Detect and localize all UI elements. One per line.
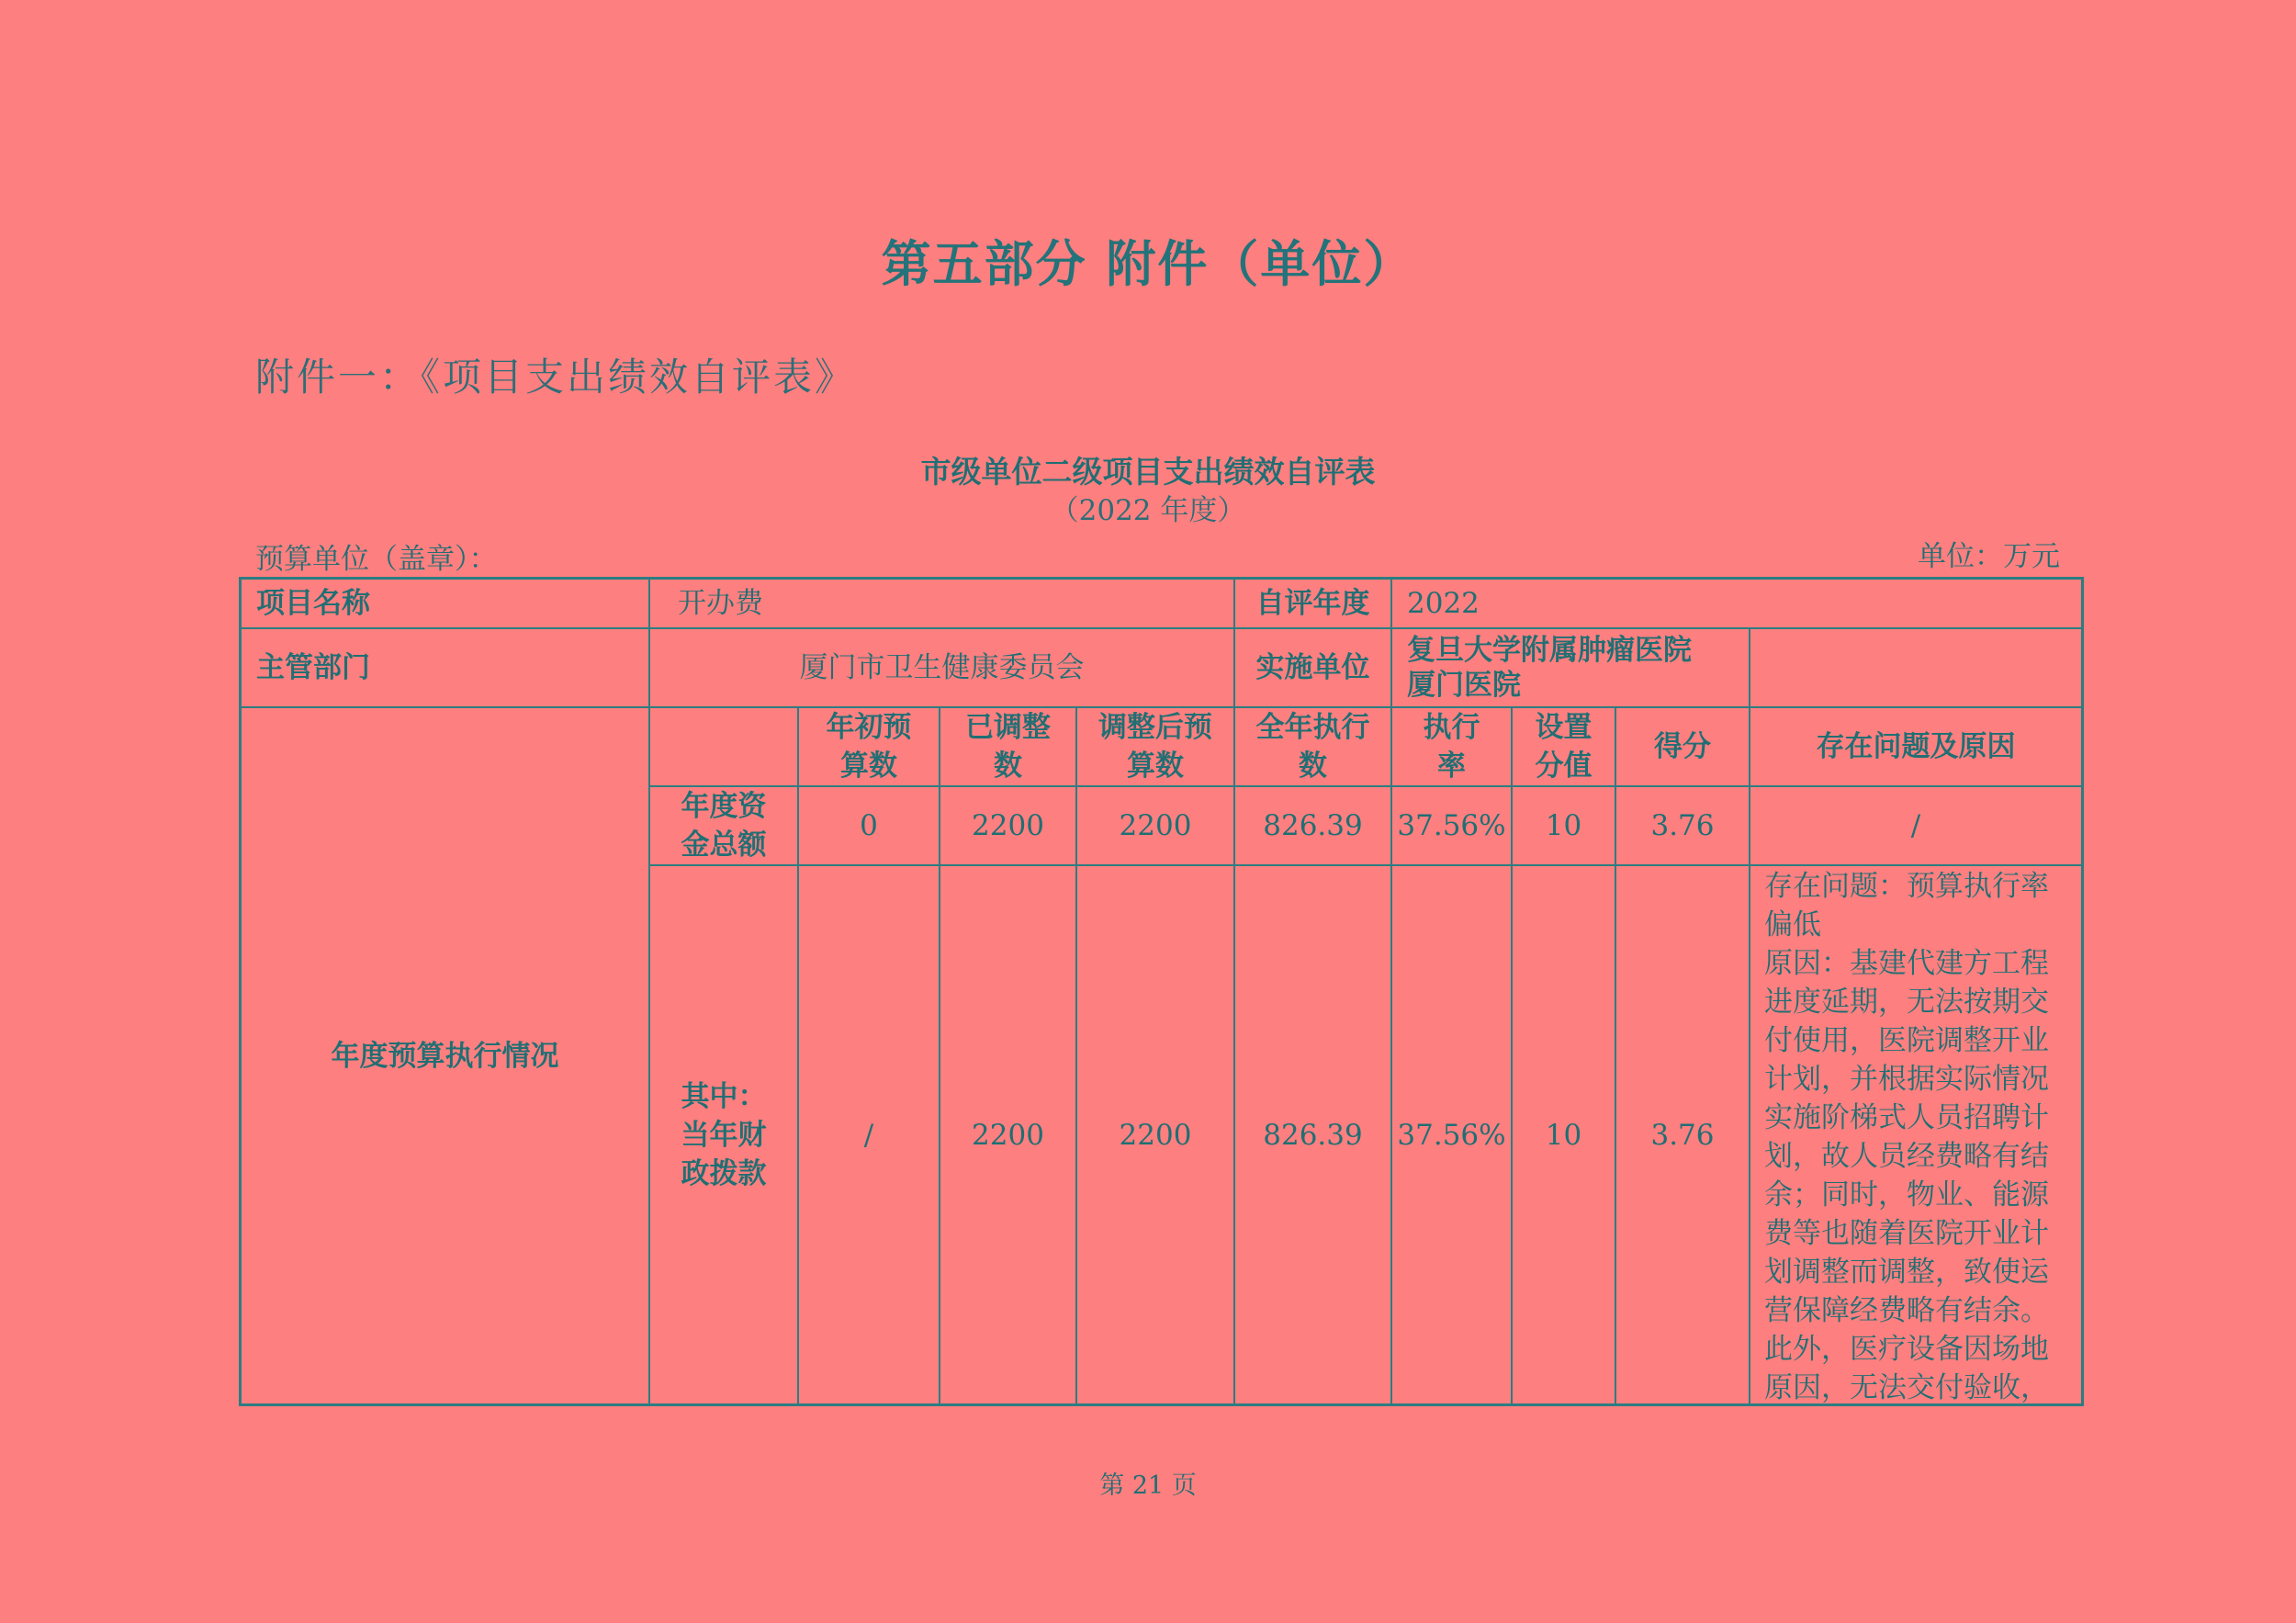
row-after: 2200: [1119, 1118, 1192, 1152]
table-title: 市级单位二级项目支出绩效自评表: [920, 454, 1376, 490]
row-adjusted: 2200: [972, 1118, 1044, 1152]
money-unit-label: 单位：万元: [1918, 540, 2060, 573]
section-label: 年度预算执行情况: [331, 1039, 559, 1073]
row-rate: 37.56%: [1397, 1118, 1506, 1152]
performance-table: [239, 577, 2084, 1406]
page-number: 第 21 页: [1099, 1471, 1197, 1500]
part-title: 第五部分 附件（单位）: [881, 235, 1415, 293]
header-executed: 全年执行 数: [1255, 711, 1370, 783]
table-year: （2022 年度）: [1050, 494, 1246, 527]
header-issues: 存在问题及原因: [1816, 730, 2016, 763]
impl-label: 实施单位: [1255, 651, 1370, 684]
row-label: 其中： 当年财 政拨款: [681, 1079, 767, 1190]
row-executed: 826.39: [1263, 809, 1363, 842]
row-adjusted: 2200: [972, 809, 1044, 842]
row-rate: 37.56%: [1397, 809, 1506, 842]
row-after: 2200: [1119, 809, 1192, 842]
eval-year-value: 2022: [1407, 587, 1480, 620]
header-score: 得分: [1654, 730, 1711, 763]
row-weight: 10: [1545, 1118, 1582, 1152]
row-initial: /: [863, 1118, 874, 1152]
header-rate: 执行 率: [1423, 711, 1480, 783]
dept-label: 主管部门: [256, 651, 370, 684]
row-weight: 10: [1545, 809, 1582, 842]
header-after: 调整后预 算数: [1098, 711, 1212, 783]
attachment-title: 附件一：《项目支出绩效自评表》: [255, 355, 857, 400]
row-label: 年度资 金总额: [681, 790, 767, 862]
header-adjusted: 已调整 数: [965, 711, 1051, 783]
budget-unit-label: 预算单位（盖章）：: [255, 543, 498, 576]
impl-value: 复旦大学附属肿瘤医院 厦门医院: [1407, 634, 1692, 702]
row-issues: 存在问题：预算执行率 偏低 原因：基建代建方工程 进度延期，无法按期交 付使用，医院调整开业 计划，并根据实际情况 实施阶梯式人员招聘计 划，故人员经费略有结 余；同时，物业、能源 费等也随着医院开业计 划调整而调整，致使运 营保障经费略有结余。 此外，医疗设备因场地 原因，无法交付验收，: [1764, 870, 2049, 1404]
row-executed: 826.39: [1263, 1118, 1363, 1152]
row-score: 3.76: [1650, 1118, 1715, 1152]
row-score: 3.76: [1650, 809, 1715, 842]
project-name-value: 开办费: [678, 587, 763, 620]
dept-value: 厦门市卫生健康委员会: [799, 651, 1085, 684]
header-weight: 设置 分值: [1535, 711, 1593, 783]
row-issues: /: [1910, 809, 1921, 842]
header-initial: 年初预 算数: [826, 711, 912, 783]
project-name-label: 项目名称: [256, 587, 370, 620]
row-initial: 0: [860, 809, 878, 842]
eval-year-label: 自评年度: [1255, 587, 1370, 620]
